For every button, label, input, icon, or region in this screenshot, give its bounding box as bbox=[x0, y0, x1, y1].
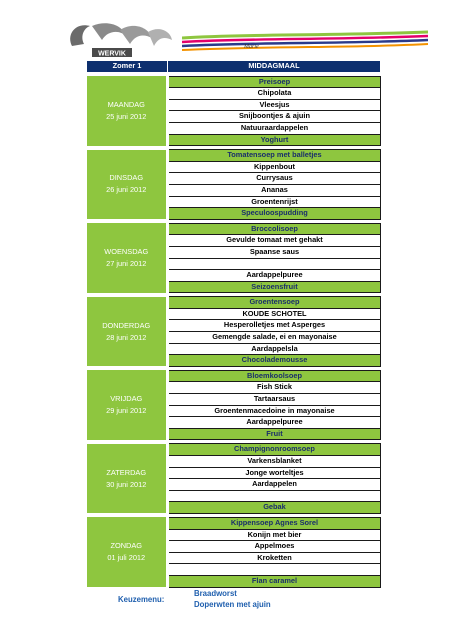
day-cell bbox=[87, 297, 168, 367]
menu-course: Aardappelpuree bbox=[168, 417, 381, 429]
menu-table bbox=[86, 60, 381, 588]
menu-course-highlight: Seizoensfruit bbox=[168, 281, 381, 293]
menu-course-highlight: Flan caramel bbox=[168, 575, 381, 587]
day-name: DONDERDAG bbox=[102, 320, 151, 330]
menu-course: KOUDE SCHOTEL bbox=[168, 308, 381, 320]
wervik-logo bbox=[62, 16, 197, 62]
day-date: 28 juni 2012 bbox=[106, 332, 147, 342]
menu-course-highlight: Bloemkoolsoep bbox=[168, 370, 381, 382]
menu-course: Aardappelsla bbox=[168, 343, 381, 355]
menu-row bbox=[87, 297, 381, 309]
menu-course-highlight: Broccolisoep bbox=[168, 223, 381, 235]
menu-course: Kroketten bbox=[168, 552, 381, 564]
day-date: 25 juni 2012 bbox=[106, 111, 147, 121]
menu-course: Aardappelen bbox=[168, 479, 381, 491]
keuzemenu-label: Keuzemenu: bbox=[118, 595, 165, 604]
logo-swoosh bbox=[182, 28, 428, 58]
menu-course-highlight: Preisoep bbox=[168, 76, 381, 88]
day-cell bbox=[87, 444, 168, 514]
day-date: 27 juni 2012 bbox=[106, 259, 147, 268]
menu-course-highlight: Gebak bbox=[168, 502, 381, 514]
menu-course: Hesperolletjes met Asperges bbox=[168, 320, 381, 332]
keuzemenu-items bbox=[194, 588, 271, 610]
menu-course: Ananas bbox=[168, 184, 381, 196]
keuzemenu-item: Doperwten met ajuin bbox=[194, 600, 271, 609]
day-cell bbox=[87, 370, 168, 440]
menu-course-highlight: Yoghurt bbox=[168, 134, 381, 146]
day-name: VRIJDAG bbox=[110, 394, 143, 404]
day-name: DINSDAG bbox=[109, 173, 144, 183]
day-name: ZONDAG bbox=[110, 541, 143, 551]
menu-course: Aardappelpuree bbox=[168, 270, 381, 282]
menu-course: Fish Stick bbox=[168, 382, 381, 394]
menu-row bbox=[87, 370, 381, 382]
menu-course: Varkensblanket bbox=[168, 456, 381, 468]
header-period: Zomer 1 bbox=[87, 61, 168, 73]
menu-course: Gevulde tomaat met gehakt bbox=[168, 235, 381, 247]
day-date: 29 juni 2012 bbox=[106, 406, 147, 416]
day-date: 01 juli 2012 bbox=[107, 553, 146, 563]
menu-course-highlight: Tomatensoep met balletjes bbox=[168, 150, 381, 162]
menu-course: Natuuraardappelen bbox=[168, 122, 381, 134]
menu-course: Groentenmacedoine in mayonaise bbox=[168, 405, 381, 417]
menu-row bbox=[87, 517, 381, 529]
menu-course-highlight: Champignonroomsoep bbox=[168, 444, 381, 456]
menu-course: Appelmoes bbox=[168, 541, 381, 553]
header-meal: MIDDAGMAAL bbox=[168, 61, 381, 73]
day-cell bbox=[87, 76, 168, 146]
menu-row bbox=[87, 444, 381, 456]
menu-course bbox=[168, 564, 381, 576]
day-cell bbox=[87, 223, 168, 293]
logo-note: Marie bbox=[244, 44, 259, 50]
menu-course-highlight: Chocolademousse bbox=[168, 355, 381, 367]
logo-text: WERVIK bbox=[98, 50, 126, 58]
menu-course: Spaanse saus bbox=[168, 246, 381, 258]
menu-course-highlight: Speculoospudding bbox=[168, 208, 381, 220]
menu-course: Chipolata bbox=[168, 88, 381, 100]
menu-course: Tartaarsaus bbox=[168, 394, 381, 406]
day-cell bbox=[87, 517, 168, 587]
menu-course: Kippenbout bbox=[168, 161, 381, 173]
menu-row bbox=[87, 150, 381, 162]
header-row bbox=[87, 61, 381, 73]
day-cell bbox=[87, 150, 168, 220]
menu-course bbox=[168, 258, 381, 270]
menu-course: Gemengde salade, ei en mayonaise bbox=[168, 332, 381, 344]
day-date: 26 juni 2012 bbox=[106, 185, 147, 195]
menu-course: Snijboontjes & ajuin bbox=[168, 111, 381, 123]
day-name: ZATERDAG bbox=[106, 467, 147, 477]
day-name: WOENSDAG bbox=[104, 247, 149, 256]
menu-course: Jonge worteltjes bbox=[168, 467, 381, 479]
menu-course: Currysaus bbox=[168, 173, 381, 185]
menu-course: Vleesjus bbox=[168, 99, 381, 111]
menu-course-highlight: Groentensoep bbox=[168, 297, 381, 309]
menu-row bbox=[87, 76, 381, 88]
menu-row bbox=[87, 223, 381, 235]
menu-course: Groentenrijst bbox=[168, 196, 381, 208]
day-name: MAANDAG bbox=[107, 99, 145, 109]
menu-course: Konijn met bier bbox=[168, 529, 381, 541]
day-date: 30 juni 2012 bbox=[106, 479, 147, 489]
keuzemenu-item: Braadworst bbox=[194, 589, 237, 598]
menu-course-highlight: Fruit bbox=[168, 428, 381, 440]
menu-course-highlight: Kippensoep Agnes Sorel bbox=[168, 517, 381, 529]
menu-course bbox=[168, 490, 381, 502]
